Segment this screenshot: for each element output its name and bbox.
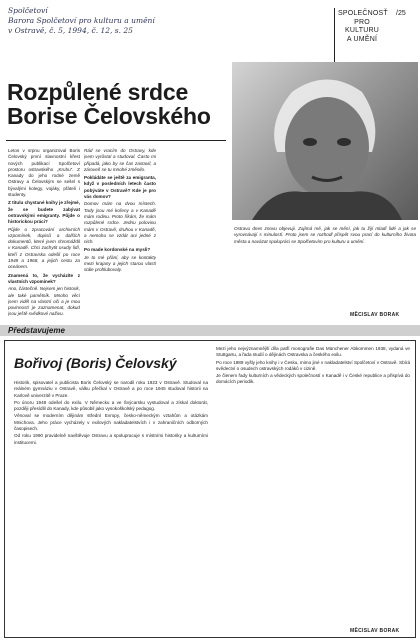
profile-column-left xyxy=(14,380,208,630)
section-line: PRO KULTURU xyxy=(345,18,379,34)
handwritten-note xyxy=(8,6,308,36)
profile-signature: MĚCISLAV BORAK xyxy=(350,628,400,634)
interview-question: Z titulu chystané knihy je zřejmé, že se budete zabývat ostravskými emigranty. Půjde o historickou práci? xyxy=(8,200,80,225)
paragraph: Domov mám na dvou místech. Tady jsou mé kořeny a v Kanadě mám rodinu. Proto říkám, že mám rozpůlené srdce. Jednu polovinu mám v Ostravě, druhou v Kanadě, a nemohu se vzdát ani jedné z nich. xyxy=(84,201,156,245)
handwritten-line: v Ostravě, č. 5, 1994, č. 12, s. 25 xyxy=(8,26,133,35)
section-label xyxy=(338,10,386,44)
paragraph: Je to mé přání, aby se kontakty mezi krajany a jejich starou vlastí stále prohlubovaly. xyxy=(84,254,156,273)
paragraph: Po únoru 1948 odešel do exilu. V Německu a ve Švýcarsku vystudoval a získal doktorát, později přesídlil do Kanady, kde působil jako vysokoškolský pedagog. xyxy=(14,399,208,412)
title-line: Rozpůlené srdce xyxy=(7,79,189,105)
band-label: Představujeme xyxy=(8,326,65,335)
title-rule xyxy=(6,140,226,141)
paragraph: Od roku 1990 pravidelně navštěvuje Ostravu a spolupracuje s místními historiky a kulturními institucemi. xyxy=(14,433,208,445)
paragraph: Letos v srpnu organizoval Boris Čelovský první slavnostní křest nových publikací Spolčetoví prostoru ostravského „Kruhu“. Z Kanady do jeho rodné země Ostravy a Čelovským se sešel s bývalými kolegy, vojáky, přáteli i studenty. xyxy=(8,148,80,198)
interview-question: Po made kordonské na mysli? xyxy=(84,247,151,253)
handwritten-line: Barora Spolčetoví pro kulturu a umění xyxy=(8,16,155,25)
section-line: A UMĚNÍ xyxy=(346,35,378,43)
profile-column-right xyxy=(216,346,410,622)
section-line: SPOLEČNOSŤ xyxy=(338,10,388,17)
paragraph: Po roce 1989 vyšly jeho knihy i v Česku, mimo jiné v nakladatelství Spolčetoví v Ostravě. Sbírá svědectví o osudech ostravských rodáků v cizině. xyxy=(216,359,410,371)
paragraph: Historik, spisovatel a publicista Boris Čelovský se narodil roku 1923 v Ostravě. Studoval na reálném gymnáziu v Ostravě, válku přečkal v Ostravě a po roce 1945 studoval historii na Karlově univerzitě v Praze. xyxy=(14,380,208,398)
handwritten-line: Spolčetoví xyxy=(8,6,48,15)
article-column-1 xyxy=(8,148,80,320)
paragraph: Ano, částečně. Nejsem jen historik, ale také pamětník. Mnoho věcí jsem viděl na vlastní oči a je mou povinností je zaznamenat, dokud jsou ještě svědkové naživu. xyxy=(8,286,80,317)
paragraph: Věnoval se moderním dějinám střední Evropy, česko-německým vztahům a otázkám Mnichova. Jeho práce vycházely v exilových nakladatelstvích i v zahraničních odborných časopisech. xyxy=(14,413,208,432)
profile-title: Bořivoj (Boris) Čelovský xyxy=(14,355,177,371)
paragraph: Půjde o zpracování archivních vzpomínek, dopisů a dalších dokumentů, které jsem shromáždil v Kanadě. Chci zachytit osudy lidí, kteří z Ostravska odešli po roce 1948 a 1968, a jejich cestu za oceánem. xyxy=(8,226,80,270)
paragraph: Rád se vracím do Ostravy, kde jsem vyrůstal a studoval. Často mi připadá, jako by se čas zastavil, a zároveň se tu mnohé změnilo. xyxy=(84,148,156,172)
paragraph: Mezi jeho nejvýznamnější díla patří monografie Das Münchener Abkommen 1938, vydaná ve Stuttgartu, a řada studií o dějinách Ostravska a českého exilu. xyxy=(216,346,410,358)
title-line: Borise Čelovského xyxy=(7,103,211,129)
portrait-image xyxy=(232,62,418,220)
page-number: /25 xyxy=(396,10,406,17)
section-band xyxy=(0,325,420,336)
portrait-photo xyxy=(232,62,418,220)
paragraph: Je členem řady kulturních a vědeckých společností v Kanadě i v České republice a přispívá do domácích periodik. xyxy=(216,373,410,385)
article-signature: MĚCISLAV BORAK xyxy=(350,312,400,318)
article-column-2 xyxy=(84,148,156,320)
interview-question: Znamená to, že vycházíte z vlastních vzpomínek? xyxy=(8,272,80,284)
paragraph: Ostravu dnes znovu objevuji. Zajímá mě, jak se mění, jak tu žijí mladí lidé a jak se vyrovnávají s minulostí. Proto jsem se rozhodl přispět svou prací do kulturního života města a navázat spolupráci se Spolčetovím pro kulturu a umění. xyxy=(234,226,416,244)
interview-question: Pokládáte se ještě za emigranta, když v posledních letech často pobýváte v Ostravě? Kde je pro vás domov? xyxy=(84,175,156,200)
article-column-3 xyxy=(234,226,416,308)
